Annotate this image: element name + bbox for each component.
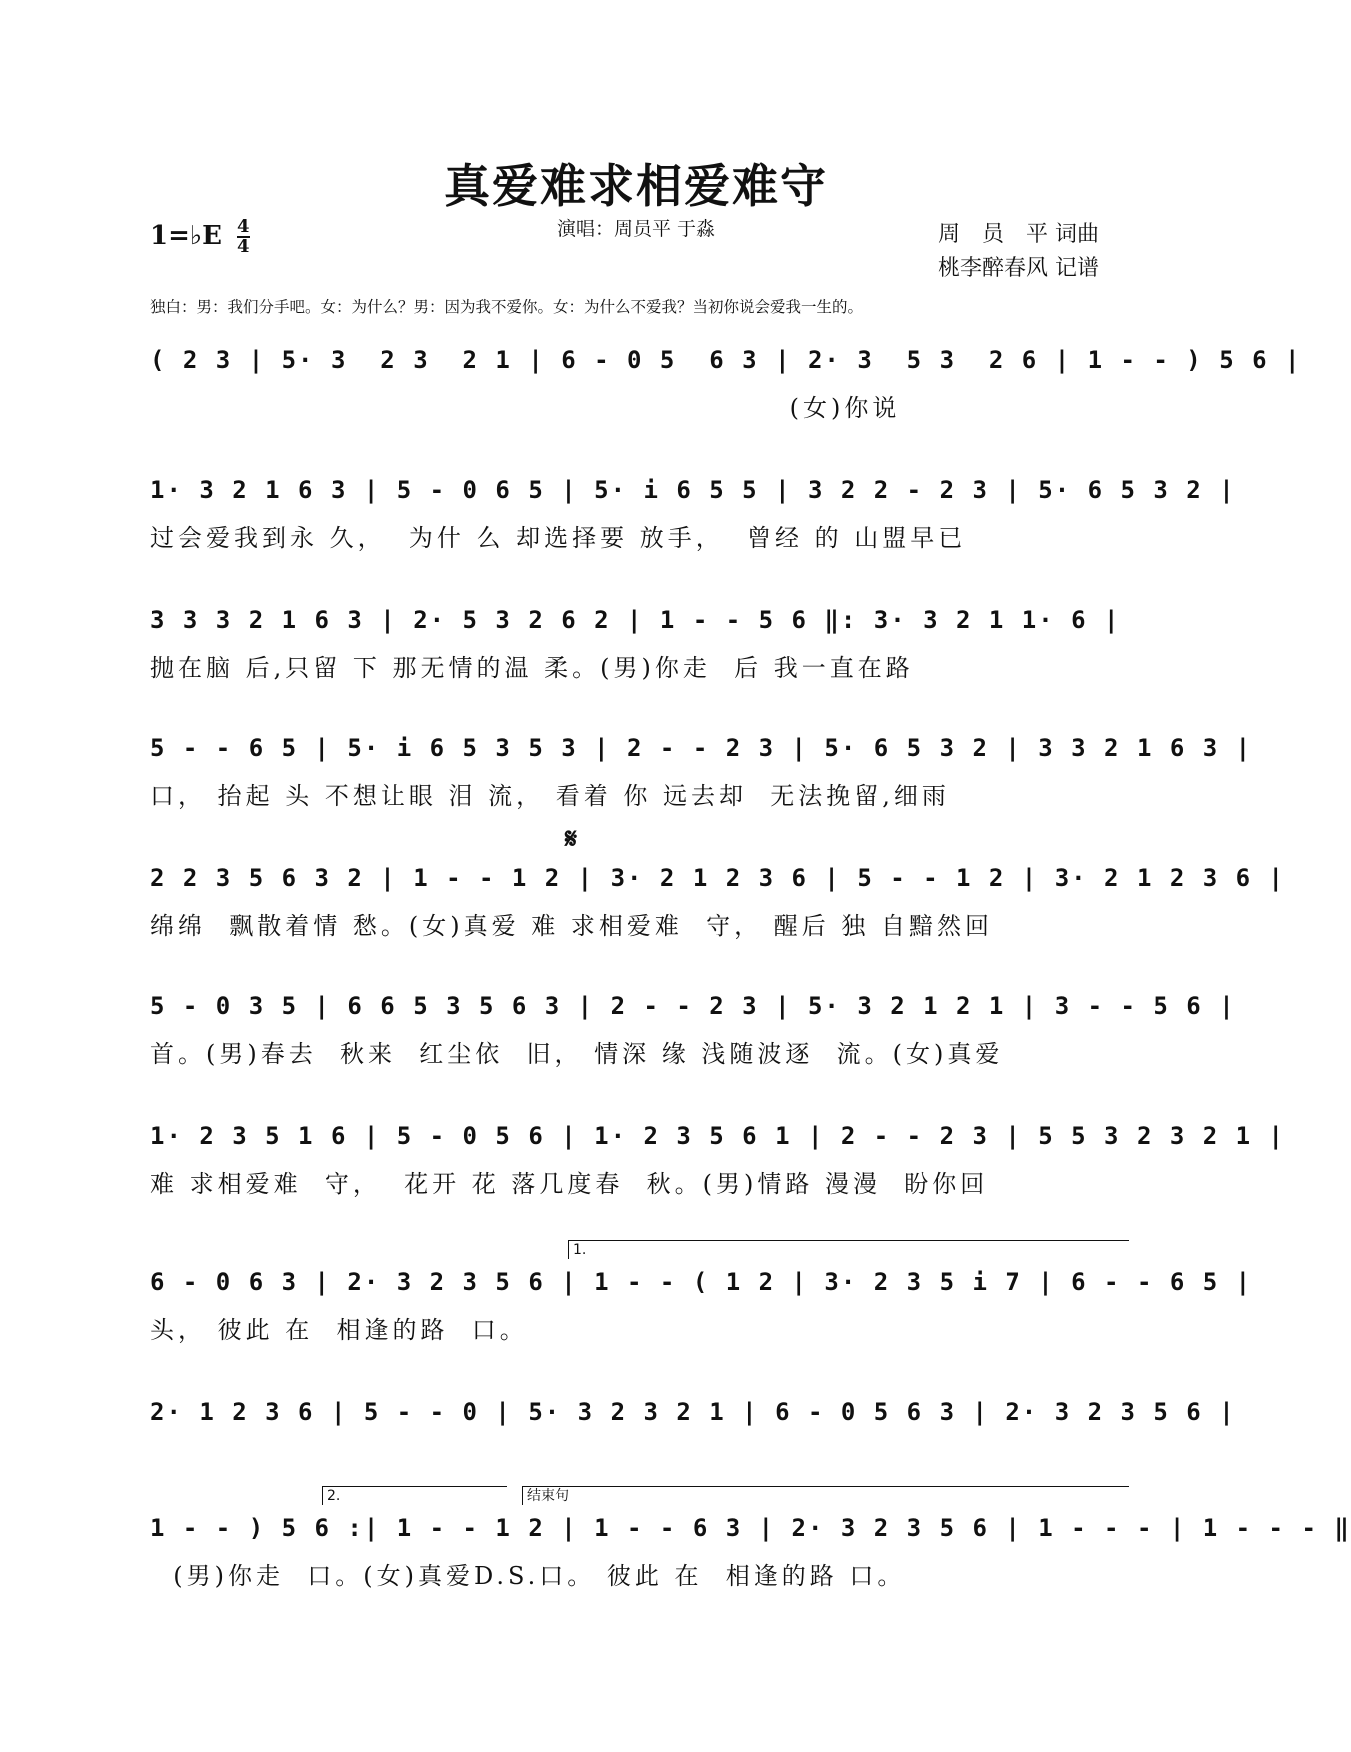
volta-2: 2. xyxy=(322,1486,507,1505)
notes: 1· 2 3 5 1 6 | 5 - 0 5 6 | 1· 2 3 5 6 1 | 2 - - 2 3 | 5 5 3 2 3 2 1 | xyxy=(150,1122,1285,1150)
volta-1: 1. xyxy=(568,1240,1129,1259)
lyrics: 难 求相爱难 守， 花开 花 落几度春 秋。(男)情路 漫漫 盼你回 xyxy=(150,1170,989,1198)
key-label: 1=♭E xyxy=(150,221,222,251)
ending-phrase: 结束句 xyxy=(522,1486,1129,1505)
notes: ( 2 3 | 5· 3 2 3 2 1 | 6 - 0 5 6 3 | 2· 3 5 3 2 6 | 1 - - ) 5 6 | xyxy=(150,346,1302,374)
notes: 3 3 3 2 1 6 3 | 2· 5 3 2 6 2 | 1 - - 5 6 ‖: 3· 3 2 1 1· 6 | xyxy=(150,606,1121,634)
credit-composer: 周 员 平 词曲 xyxy=(938,222,1099,247)
lyrics: 抛在脑 后,只留 下 那无情的温 柔。(男)你走 后 我一直在路 xyxy=(150,654,914,682)
notes: 5 - 0 3 5 | 6 6 5 3 5 6 3 | 2 - - 2 3 | 5· 3 2 1 2 1 | 3 - - 5 6 | xyxy=(150,992,1236,1020)
credits xyxy=(938,218,1099,286)
lyrics: 绵绵 飘散着情 愁。(女)真爱 难 求相爱难 守， 醒后 独 自黯然回 xyxy=(150,912,994,940)
monologue: 独白：男：我们分手吧。女：为什么？男：因为我不爱你。女：为什么不爱我？当初你说会爱我一生的。 xyxy=(150,298,864,316)
notes: 1 - - ) 5 6 :| 1 - - 1 2 | 1 - - 6 3 | 2· 3 2 3 5 6 | 1 - - - | 1 - - - ‖ xyxy=(150,1514,1351,1542)
notes: 6 - 0 6 3 | 2· 3 2 3 5 6 | 1 - - ( 1 2 | 3· 2 3 5 i 7 | 6 - - 6 5 | xyxy=(150,1268,1253,1296)
lyrics: 首。(男)春去 秋来 红尘依 旧， 情深 缘 浅随波逐 流。(女)真爱 xyxy=(150,1040,1004,1068)
notes: 5 - - 6 5 | 5· i 6 5 3 5 3 | 2 - - 2 3 | 5· 6 5 3 2 | 3 3 2 1 6 3 | xyxy=(150,734,1253,762)
notes: 2 2 3 5 6 3 2 | 1 - - 1 2 | 3· 2 1 2 3 6 | 5 - - 1 2 | 3· 2 1 2 3 6 | xyxy=(150,864,1285,892)
lyrics: 头， 彼此 在 相逢的路 口。 xyxy=(150,1316,528,1344)
lyrics: 过会爱我到永 久， 为什 么 却选择要 放手， 曾经 的 山盟早已 xyxy=(150,524,967,552)
time-bottom: 4 xyxy=(237,236,250,257)
notes: 2· 1 2 3 6 | 5 - - 0 | 5· 3 2 3 2 1 | 6 - 0 5 6 3 | 2· 3 2 3 5 6 | xyxy=(150,1398,1236,1426)
time-top: 4 xyxy=(237,216,250,237)
song-title: 真爱难求相爱难守 xyxy=(444,159,828,213)
lyrics: 口， 抬起 头 不想让眼 泪 流， 看着 你 远去却 无法挽留,细雨 xyxy=(150,782,950,810)
lyrics: (男)你走 口。(女)真爱D.S.口。 彼此 在 相逢的路 口。 xyxy=(150,1562,906,1590)
segno-icon: 𝄋 xyxy=(565,822,578,855)
lyrics: (女)你说 xyxy=(150,394,901,422)
credit-transcriber: 桃李醉春风 记谱 xyxy=(938,256,1099,281)
notes: 1· 3 2 1 6 3 | 5 - 0 6 5 | 5· i 6 5 5 | 3 2 2 - 2 3 | 5· 6 5 3 2 | xyxy=(150,476,1236,504)
singers: 演唱：周员平 于淼 xyxy=(556,218,716,240)
